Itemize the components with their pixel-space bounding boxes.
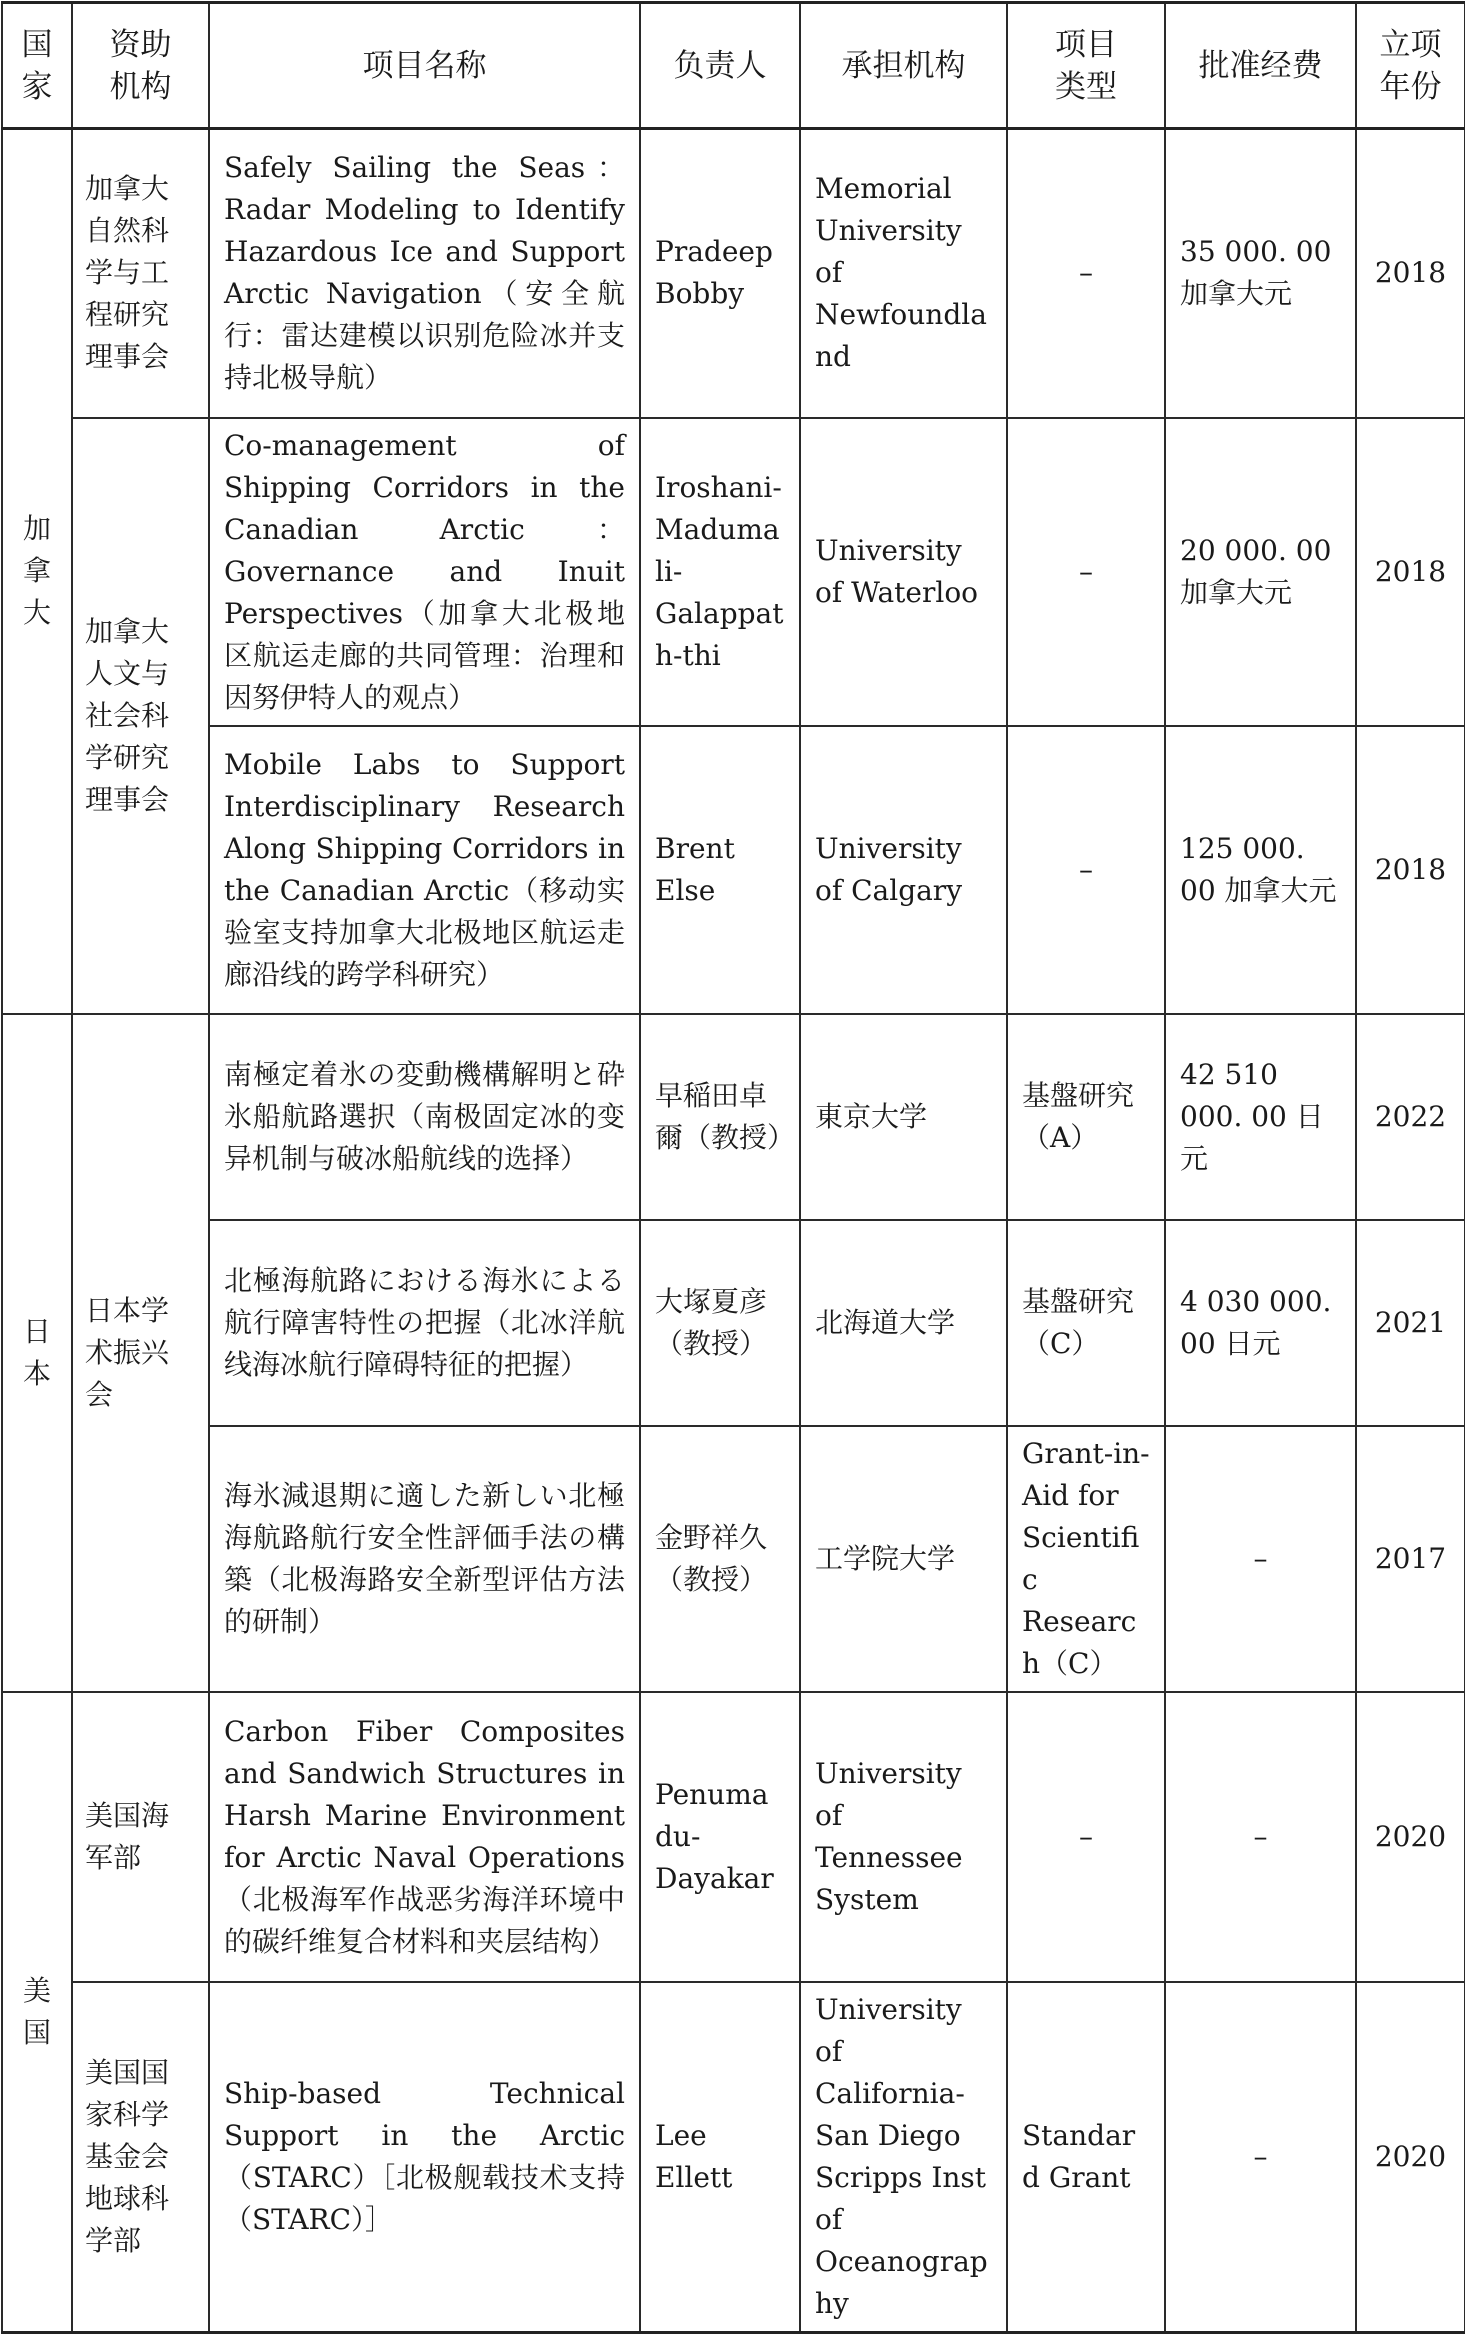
table-row [2, 1692, 1465, 1982]
institution-cell: University of Calgary [800, 726, 1007, 1014]
project-type-cell: – [1007, 1692, 1165, 1982]
project-name-cell: Ship-based Technical Support in the Arctic（STARC）［北极舰载技术支持（STARC）］ [209, 1982, 640, 2333]
leader-cell: 大塚夏彦（教授） [640, 1220, 800, 1426]
project-name-cell: 南極定着氷の変動機構解明と砕氷船航路選択（南极固定冰的变异机制与破冰船航线的选择） [209, 1014, 640, 1220]
header-funder: 资助机构 [72, 3, 209, 129]
funder-cell-nsf-geo: 美国国家科学基金会地球科学部 [72, 1982, 209, 2333]
year-cell: 2017 [1356, 1426, 1465, 1692]
institution-cell: 北海道大学 [800, 1220, 1007, 1426]
project-type-cell: Grant-in-Aid for Scientific Research（C） [1007, 1426, 1165, 1692]
leader-cell: Brent Else [640, 726, 800, 1014]
table-row [2, 726, 1465, 1014]
funding-cell: 42 510 000. 00 日元 [1165, 1014, 1356, 1220]
funding-cell: 20 000. 00 加拿大元 [1165, 418, 1356, 726]
header-leader: 负责人 [640, 3, 800, 129]
header-year: 立项年份 [1356, 3, 1465, 129]
header-institution: 承担机构 [800, 3, 1007, 129]
institution-cell: University of Waterloo [800, 418, 1007, 726]
year-cell: 2018 [1356, 726, 1465, 1014]
year-cell: 2021 [1356, 1220, 1465, 1426]
funding-cell: – [1165, 1426, 1356, 1692]
project-funding-table [1, 1, 1465, 2334]
project-name-cell: Carbon Fiber Composites and Sandwich Structures in Harsh Marine Environment for Arctic Naval Operations（北极海军作战恶劣海洋环境中的碳纤维复合材料和夹层结构） [209, 1692, 640, 1982]
project-type-cell: 基盤研究（A） [1007, 1014, 1165, 1220]
leader-cell: 早稲田卓爾（教授） [640, 1014, 800, 1220]
project-name-cell: 北極海航路における海氷による航行障害特性の把握（北冰洋航线海冰航行障碍特征的把握） [209, 1220, 640, 1426]
leader-cell: 金野祥久（教授） [640, 1426, 800, 1692]
funding-cell: 35 000. 00 加拿大元 [1165, 129, 1356, 418]
project-type-cell: – [1007, 418, 1165, 726]
funding-cell: – [1165, 1692, 1356, 1982]
project-type-cell: Standard Grant [1007, 1982, 1165, 2333]
institution-cell: 工学院大学 [800, 1426, 1007, 1692]
funder-cell-navy: 美国海军部 [72, 1692, 209, 1982]
project-name-cell: Mobile Labs to Support Interdisciplinary Research Along Shipping Corridors in the Canadian Arctic（移动实验室支持加拿大北极地区航运走廊沿线的跨学科研究） [209, 726, 640, 1014]
project-type-cell: 基盤研究（C） [1007, 1220, 1165, 1426]
project-name-cell: Safely Sailing the Seas：Radar Modeling to Identify Hazardous Ice and Support Arctic Navigation（安全航行：雷达建模以识别危险冰并支持北极导航） [209, 129, 640, 418]
funder-cell-jsps: 日本学术振兴会 [72, 1014, 209, 1692]
funding-cell: 125 000. 00 加拿大元 [1165, 726, 1356, 1014]
header-country: 国家 [2, 3, 72, 129]
funder-cell-sshrc: 加拿大人文与社会科学研究理事会 [72, 418, 209, 1014]
year-cell: 2022 [1356, 1014, 1465, 1220]
funding-cell: 4 030 000. 00 日元 [1165, 1220, 1356, 1426]
table-row [2, 1982, 1465, 2333]
project-name-cell: Co-management of Shipping Corridors in the Canadian Arctic：Governance and Inuit Perspectives（加拿大北极地区航运走廊的共同管理：治理和因努伊特人的观点） [209, 418, 640, 726]
project-type-cell: – [1007, 726, 1165, 1014]
country-cell-canada: 加拿大 [2, 129, 72, 1014]
table-row [2, 1426, 1465, 1692]
table-row [2, 418, 1465, 726]
table-header-row [2, 3, 1465, 129]
institution-cell: Memorial University of Newfoundland [800, 129, 1007, 418]
project-name-cell: 海氷減退期に適した新しい北極海航路航行安全性評価手法の構築（北极海路安全新型评估方法的研制） [209, 1426, 640, 1692]
leader-cell: Pradeep Bobby [640, 129, 800, 418]
country-cell-usa: 美国 [2, 1692, 72, 2333]
table-row [2, 129, 1465, 418]
header-funding: 批准经费 [1165, 3, 1356, 129]
leader-cell: Iroshani-Madumali-Galappath-thi [640, 418, 800, 726]
leader-cell: Penumadu-Dayakar [640, 1692, 800, 1982]
year-cell: 2018 [1356, 129, 1465, 418]
header-project: 项目名称 [209, 3, 640, 129]
year-cell: 2018 [1356, 418, 1465, 726]
funding-table-container [1, 1, 1464, 2334]
year-cell: 2020 [1356, 1982, 1465, 2333]
header-type: 项目类型 [1007, 3, 1165, 129]
table-row [2, 1220, 1465, 1426]
institution-cell: University of Tennessee System [800, 1692, 1007, 1982]
funder-cell-nserc: 加拿大自然科学与工程研究理事会 [72, 129, 209, 418]
leader-cell: Lee Ellett [640, 1982, 800, 2333]
funding-cell: – [1165, 1982, 1356, 2333]
country-cell-japan: 日本 [2, 1014, 72, 1692]
year-cell: 2020 [1356, 1692, 1465, 1982]
table-row [2, 1014, 1465, 1220]
institution-cell: University of California-San Diego Scripps Inst of Oceanography [800, 1982, 1007, 2333]
project-type-cell: – [1007, 129, 1165, 418]
institution-cell: 東京大学 [800, 1014, 1007, 1220]
